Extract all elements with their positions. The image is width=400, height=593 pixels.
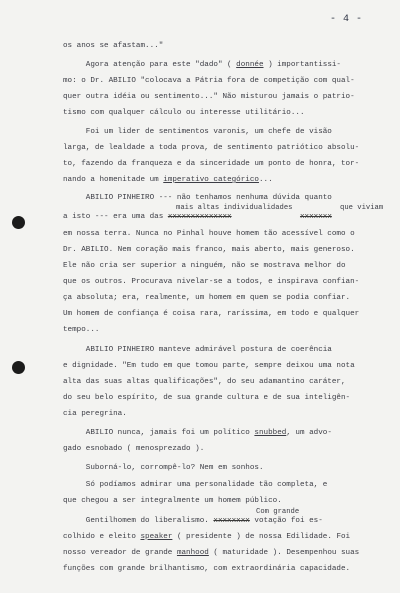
line-text: Suborná-lo, corrompê-lo? Nem em sonhos.: [63, 464, 264, 472]
line-text: ABILIO nunca, jamais foi um político: [63, 429, 255, 437]
line-text: os anos se afastam...": [63, 42, 164, 50]
text-line: [63, 127, 332, 137]
line-text: que os outros. Procurava nivelar-se a todos, e inspirava confian-: [63, 278, 360, 286]
line-text: Ele não cria ser superior a ninguém, não se mostrava melhor do: [63, 262, 346, 270]
struck-word: xxxxxxxx: [213, 517, 250, 525]
text-line: [63, 309, 359, 319]
line-text: nosso vereador de grande: [63, 549, 177, 557]
text-line: [63, 229, 355, 239]
line-text: Foi um lider de sentimentos varonis, um chefe de visão: [63, 128, 332, 136]
insertion-text: mais altas individualidades: [176, 204, 293, 212]
text-line: [63, 277, 359, 287]
line-text: gado esnobado ( menosprezado ).: [63, 445, 205, 453]
text-line: [63, 532, 350, 542]
text-line: [63, 496, 282, 506]
line-text: tempo...: [63, 326, 100, 334]
line-text-rest: ) importantissi-: [263, 61, 341, 69]
struck-word: xxxxxxx: [299, 213, 332, 221]
line-text: to, fazendo da franqueza e da sinceridade um ponto de honra, tor-: [63, 160, 360, 168]
underlined-word: imperativo categórico: [163, 176, 259, 184]
text-line: [63, 325, 99, 335]
text-line: [63, 175, 273, 185]
text-line: [63, 564, 350, 574]
line-text: Só podíamos admirar uma personalidade tão completa, e: [63, 481, 328, 489]
insertion-text: que viviam: [340, 204, 384, 212]
text-line: [63, 143, 359, 153]
line-text: do seu belo espírito, de sua grande cultura e de sua inteligên-: [63, 394, 351, 402]
text-line: [63, 41, 163, 51]
text-line: [63, 361, 355, 371]
line-text-rest: votação foi es-: [249, 517, 323, 525]
page-number: - 4 -: [330, 14, 363, 25]
line-text: Gentilhomem do liberalismo.: [63, 517, 214, 525]
punch-hole-bottom: [12, 361, 25, 374]
line-text-rest: ...: [258, 176, 273, 184]
line-text: Um homem de confiança é coisa rara, raríssima, em todo e qualquer: [63, 310, 360, 318]
underlined-word: snubbed: [254, 429, 287, 437]
text-line: [63, 393, 350, 403]
text-line: [63, 345, 332, 355]
line-text: funções com grande brilhantismo, com extraordinária capacidade.: [63, 565, 351, 573]
text-line: [63, 409, 127, 419]
insertion-text: Com grande: [256, 508, 300, 516]
line-text: larga, de lealdade a toda prova, de sentimento patriótico absolu-: [63, 144, 360, 152]
text-line: [63, 159, 359, 169]
text-line: [63, 245, 355, 255]
line-text: Dr. ABILIO. Nem coração mais franco, mais aberto, mais generoso.: [63, 246, 355, 254]
text-line: [63, 548, 359, 558]
line-text: tismo com qualquer cálculo ou interesse utilitário...: [63, 109, 305, 117]
text-line: [63, 212, 332, 222]
line-text: que chegou a ser integralmente um homem público.: [63, 497, 282, 505]
text-line: [63, 76, 355, 86]
line-text: quer outra idéia ou sentimento..." Não misturou jamais o patrio-: [63, 93, 355, 101]
underlined-word: donnée: [236, 61, 264, 69]
text-line: [63, 261, 346, 271]
line-text: cia peregrina.: [63, 410, 127, 418]
text-line: [63, 60, 341, 70]
line-text: alta das suas altas qualificações", do seu adamantino caráter,: [63, 378, 346, 386]
text-line: [63, 444, 204, 454]
line-text-rest: ( presidente ) de nossa Edilidade. Foi: [172, 533, 351, 541]
line-text: mo: o Dr. ABILIO "colocava a Pátria fora de competição com qual-: [63, 77, 355, 85]
line-text: e dignidade. "Em tudo em que tomou parte, sempre deixou uma nota: [63, 362, 355, 370]
line-text-rest: ( maturidade ). Desempenhou suas: [208, 549, 360, 557]
punch-hole-top: [12, 216, 25, 229]
line-text: ABILIO PINHEIRO manteve admirável postura de coerência: [63, 346, 332, 354]
underlined-word: manhood: [176, 549, 209, 557]
text-line: [63, 463, 264, 473]
underlined-word: speaker: [140, 533, 173, 541]
line-text: em nossa terra. Nunca no Pinhal houve homem tão acessível como o: [63, 230, 355, 238]
line-text: ABILIO PINHEIRO --- não tenhamos nenhuma dúvida quanto: [63, 194, 332, 202]
text-line: [63, 377, 346, 387]
text-line: [63, 516, 323, 526]
text-line: [63, 480, 327, 490]
text-line: [63, 193, 332, 203]
text-line: [63, 108, 305, 118]
text-line: [63, 92, 355, 102]
line-text: colhido e eleito: [63, 533, 141, 541]
struck-word: xxxxxxxxxxxxxx: [167, 213, 232, 221]
line-text: ça absoluta; era, realmente, um homem em quem se podia confiar.: [63, 294, 351, 302]
text-line: [63, 428, 332, 438]
line-text: nando a homenitade um: [63, 176, 164, 184]
line-text-rest: [232, 213, 300, 221]
text-line: [63, 293, 350, 303]
line-text: a isto --- era uma das: [63, 213, 168, 221]
line-text-rest: , um advo-: [286, 429, 332, 437]
line-text: Agora atenção para este "dado" (: [63, 61, 237, 69]
